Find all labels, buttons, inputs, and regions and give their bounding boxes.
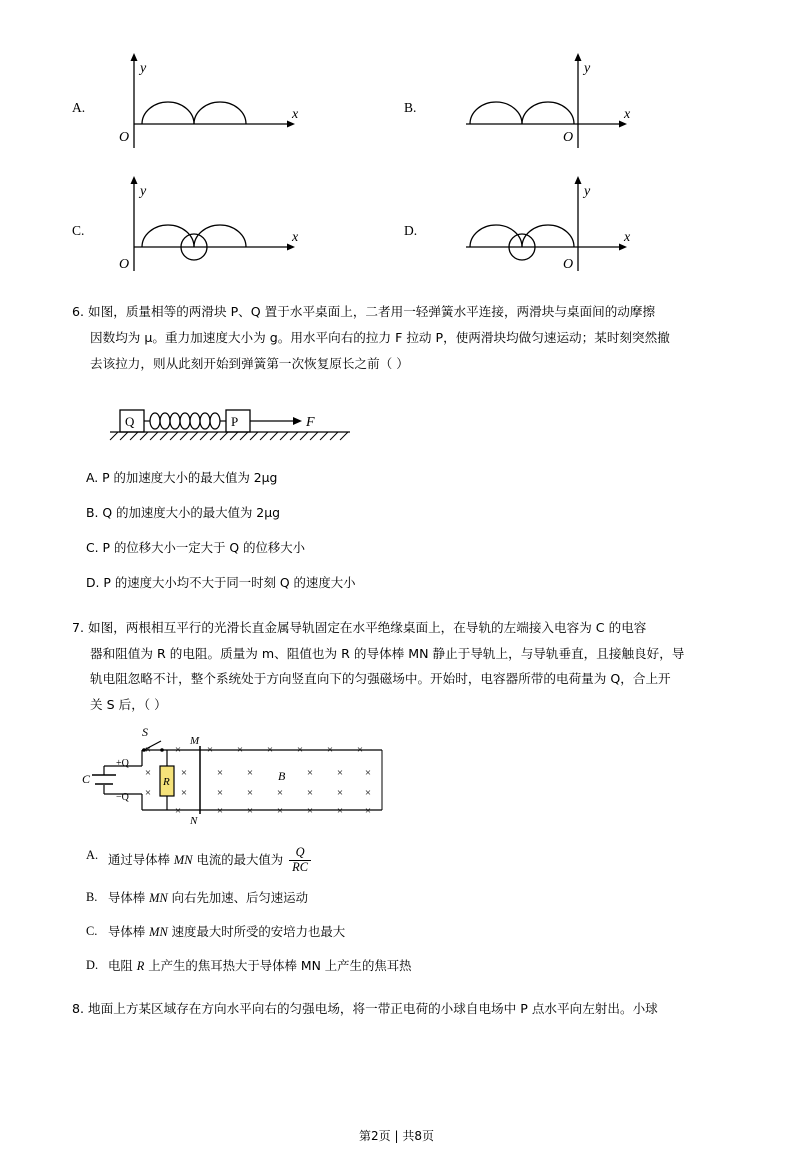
q6-figure bbox=[100, 392, 721, 453]
q7-option-b-body bbox=[108, 888, 721, 909]
graph-a bbox=[94, 48, 324, 158]
svg-text:×: × bbox=[326, 744, 334, 757]
q7-option-b-mid: 向右先加速、后匀速运动 bbox=[167, 889, 308, 905]
svg-text:×: × bbox=[266, 744, 274, 757]
svg-text:×: × bbox=[216, 805, 224, 818]
choice-label-d: D. bbox=[404, 223, 418, 238]
svg-text:×: × bbox=[276, 787, 284, 800]
q7-option-a-italic: MN bbox=[173, 853, 193, 868]
q6-option-d[interactable]: D. P 的速度大小均不大于同一时刻 Q 的速度大小 bbox=[86, 574, 356, 590]
svg-text:×: × bbox=[364, 787, 372, 800]
q7-option-b[interactable] bbox=[86, 888, 721, 909]
svg-text:×: × bbox=[276, 805, 284, 818]
svg-text:×: × bbox=[144, 767, 152, 780]
origin-label-c: O bbox=[119, 257, 130, 272]
axis-x-label-a: x bbox=[292, 107, 299, 122]
q7-option-c-body bbox=[108, 922, 721, 943]
axis-x-label-b: x bbox=[624, 107, 631, 122]
choice-figures-group bbox=[72, 48, 721, 293]
q7-option-b-italic: MN bbox=[149, 890, 168, 905]
choice-figure-a bbox=[72, 48, 372, 160]
q7-option-a-body bbox=[108, 846, 721, 875]
q8-line-1 bbox=[72, 996, 721, 1022]
choice-label-b: B. bbox=[404, 100, 417, 115]
q7-option-c[interactable] bbox=[86, 922, 721, 943]
capacitor-label: C bbox=[82, 772, 91, 787]
svg-text:×: × bbox=[364, 767, 372, 780]
q7-option-d-body bbox=[108, 956, 721, 977]
q7-option-b-letter: B. bbox=[86, 889, 98, 904]
svg-text:×: × bbox=[206, 744, 214, 757]
svg-text:×: × bbox=[180, 787, 188, 800]
rod-label-m: M bbox=[190, 735, 200, 748]
q7-option-a-letter: A. bbox=[86, 848, 99, 863]
q7-line-2: 器和阻值为 R 的电阻。质量为 m、阻值也为 R 的导体棒 MN 静止于导轨上，与导轨垂直，且接触良好，导 bbox=[90, 645, 685, 661]
q7-text-1: 如图，两根相互平行的光滑长直金属导轨固定在水平绝缘桌面上，在导轨的左端接入电容为 C 的电容 bbox=[88, 619, 647, 635]
origin-label-b: O bbox=[563, 130, 574, 145]
svg-text:×: × bbox=[336, 805, 344, 818]
magnetic-field-crosses bbox=[145, 744, 371, 817]
q7-figure bbox=[82, 728, 721, 833]
q7-option-b-pre: 导体棒 bbox=[108, 889, 150, 905]
q6-line-3: 去该拉力，则从此刻开始到弹簧第一次恢复原长之前（ ） bbox=[90, 355, 409, 371]
svg-text:×: × bbox=[306, 787, 314, 800]
spring-blocks-diagram bbox=[100, 392, 390, 448]
choice-label-c: C. bbox=[72, 223, 85, 238]
q6-number: 6. bbox=[72, 304, 85, 319]
choice-figure-b bbox=[404, 48, 704, 160]
charge-neg-label: −Q bbox=[116, 792, 129, 804]
svg-text:×: × bbox=[356, 744, 364, 757]
q7-option-d-letter: D. bbox=[86, 957, 99, 972]
q6-option-b[interactable]: B. Q 的加速度大小的最大值为 2μg bbox=[86, 505, 280, 521]
q6-option-c[interactable]: C. P 的位移大小一定大于 Q 的位移大小 bbox=[86, 540, 306, 556]
q7-line-1 bbox=[72, 615, 721, 641]
block-q-label: Q bbox=[125, 414, 135, 430]
force-label: F bbox=[306, 415, 315, 431]
q7-option-d-mid: 上产生的焦耳热大于导体棒 MN 上产生的焦耳热 bbox=[144, 957, 412, 973]
charge-pos-label: +Q bbox=[116, 758, 129, 770]
q7-option-c-italic: MN bbox=[149, 924, 168, 939]
q7-option-c-mid: 速度最大时所受的安培力也最大 bbox=[167, 923, 346, 939]
q7-option-a-fraction bbox=[289, 846, 311, 875]
svg-text:×: × bbox=[364, 805, 372, 818]
q8-number: 8. bbox=[72, 1001, 85, 1017]
svg-text:×: × bbox=[246, 787, 254, 800]
axis-x-label-d: x bbox=[624, 230, 631, 245]
axis-y-label-c: y bbox=[140, 184, 147, 199]
q6-line-1 bbox=[72, 299, 721, 325]
origin-label-a: O bbox=[119, 130, 130, 145]
fraction-numerator: Q bbox=[295, 845, 305, 860]
rod-label-n: N bbox=[190, 815, 198, 828]
axis-x-label-c: x bbox=[292, 230, 299, 245]
question-6 bbox=[72, 299, 721, 593]
svg-text:×: × bbox=[296, 744, 304, 757]
q7-option-a-pre: 通过导体棒 bbox=[108, 852, 174, 868]
svg-text:×: × bbox=[336, 767, 344, 780]
field-label: B bbox=[278, 769, 286, 784]
q7-option-a-mid: 电流的最大值为 bbox=[192, 852, 288, 868]
svg-text:×: × bbox=[306, 805, 314, 818]
choice-figure-d bbox=[404, 171, 704, 283]
svg-text:×: × bbox=[336, 787, 344, 800]
rail-circuit-diagram bbox=[82, 728, 422, 828]
svg-text:×: × bbox=[246, 767, 254, 780]
svg-text:×: × bbox=[174, 805, 182, 818]
q7-option-d-italic: R bbox=[136, 958, 145, 973]
choice-label-a: A. bbox=[72, 100, 86, 115]
svg-text:×: × bbox=[306, 767, 314, 780]
graph-c bbox=[94, 171, 324, 281]
block-p-label: P bbox=[231, 414, 239, 430]
q8-text-1: 地面上方某区域存在方向水平向右的匀强电场，将一带正电荷的小球自电场中 P 点水平向左射出。小球 bbox=[88, 1001, 658, 1017]
fraction-denominator: RC bbox=[289, 860, 311, 875]
q7-option-d[interactable] bbox=[86, 956, 721, 977]
q7-option-d-pre: 电阻 bbox=[108, 957, 137, 973]
graph-b bbox=[426, 48, 656, 158]
svg-text:×: × bbox=[144, 744, 152, 757]
resistor-label: R bbox=[163, 776, 170, 789]
q7-option-c-pre: 导体棒 bbox=[108, 923, 150, 939]
q6-line-2: 因数均为 μ。重力加速度大小为 g。用水平向右的拉力 F 拉动 P，使两滑块均做匀速运动；某时刻突然撤 bbox=[90, 329, 670, 345]
axis-y-label-d: y bbox=[584, 184, 591, 199]
svg-text:×: × bbox=[216, 767, 224, 780]
svg-text:×: × bbox=[216, 787, 224, 800]
axis-y-label-b: y bbox=[584, 61, 591, 76]
q7-option-a[interactable] bbox=[86, 846, 721, 875]
axis-y-label-a: y bbox=[140, 61, 147, 76]
question-7 bbox=[72, 615, 721, 977]
question-8 bbox=[72, 996, 721, 1022]
q7-option-c-letter: C. bbox=[86, 923, 98, 938]
q7-line-3: 轨电阻忽略不计，整个系统处于方向竖直向下的匀强磁场中。开始时，电容器所带的电荷量为 Q，合上开 bbox=[90, 671, 671, 687]
document-page bbox=[0, 48, 793, 1170]
q6-option-a[interactable]: A. P 的加速度大小的最大值为 2μg bbox=[86, 470, 278, 486]
q7-line-4: 关 S 后，（ ） bbox=[90, 697, 167, 713]
coil-spring bbox=[144, 413, 226, 429]
svg-text:×: × bbox=[246, 805, 254, 818]
svg-text:×: × bbox=[174, 744, 182, 757]
svg-text:×: × bbox=[180, 767, 188, 780]
svg-text:×: × bbox=[236, 744, 244, 757]
graph-d bbox=[426, 171, 656, 281]
q6-text-1: 如图，质量相等的两滑块 P、Q 置于水平桌面上，二者用一轻弹簧水平连接，两滑块与桌面间的动摩擦 bbox=[88, 304, 656, 319]
q7-number: 7. bbox=[72, 619, 85, 635]
choice-figure-c bbox=[72, 171, 372, 283]
svg-text:×: × bbox=[144, 787, 152, 800]
page-footer: 第2页 | 共8页 bbox=[359, 1129, 434, 1143]
origin-label-d: O bbox=[563, 257, 574, 272]
switch-label: S bbox=[142, 728, 148, 740]
